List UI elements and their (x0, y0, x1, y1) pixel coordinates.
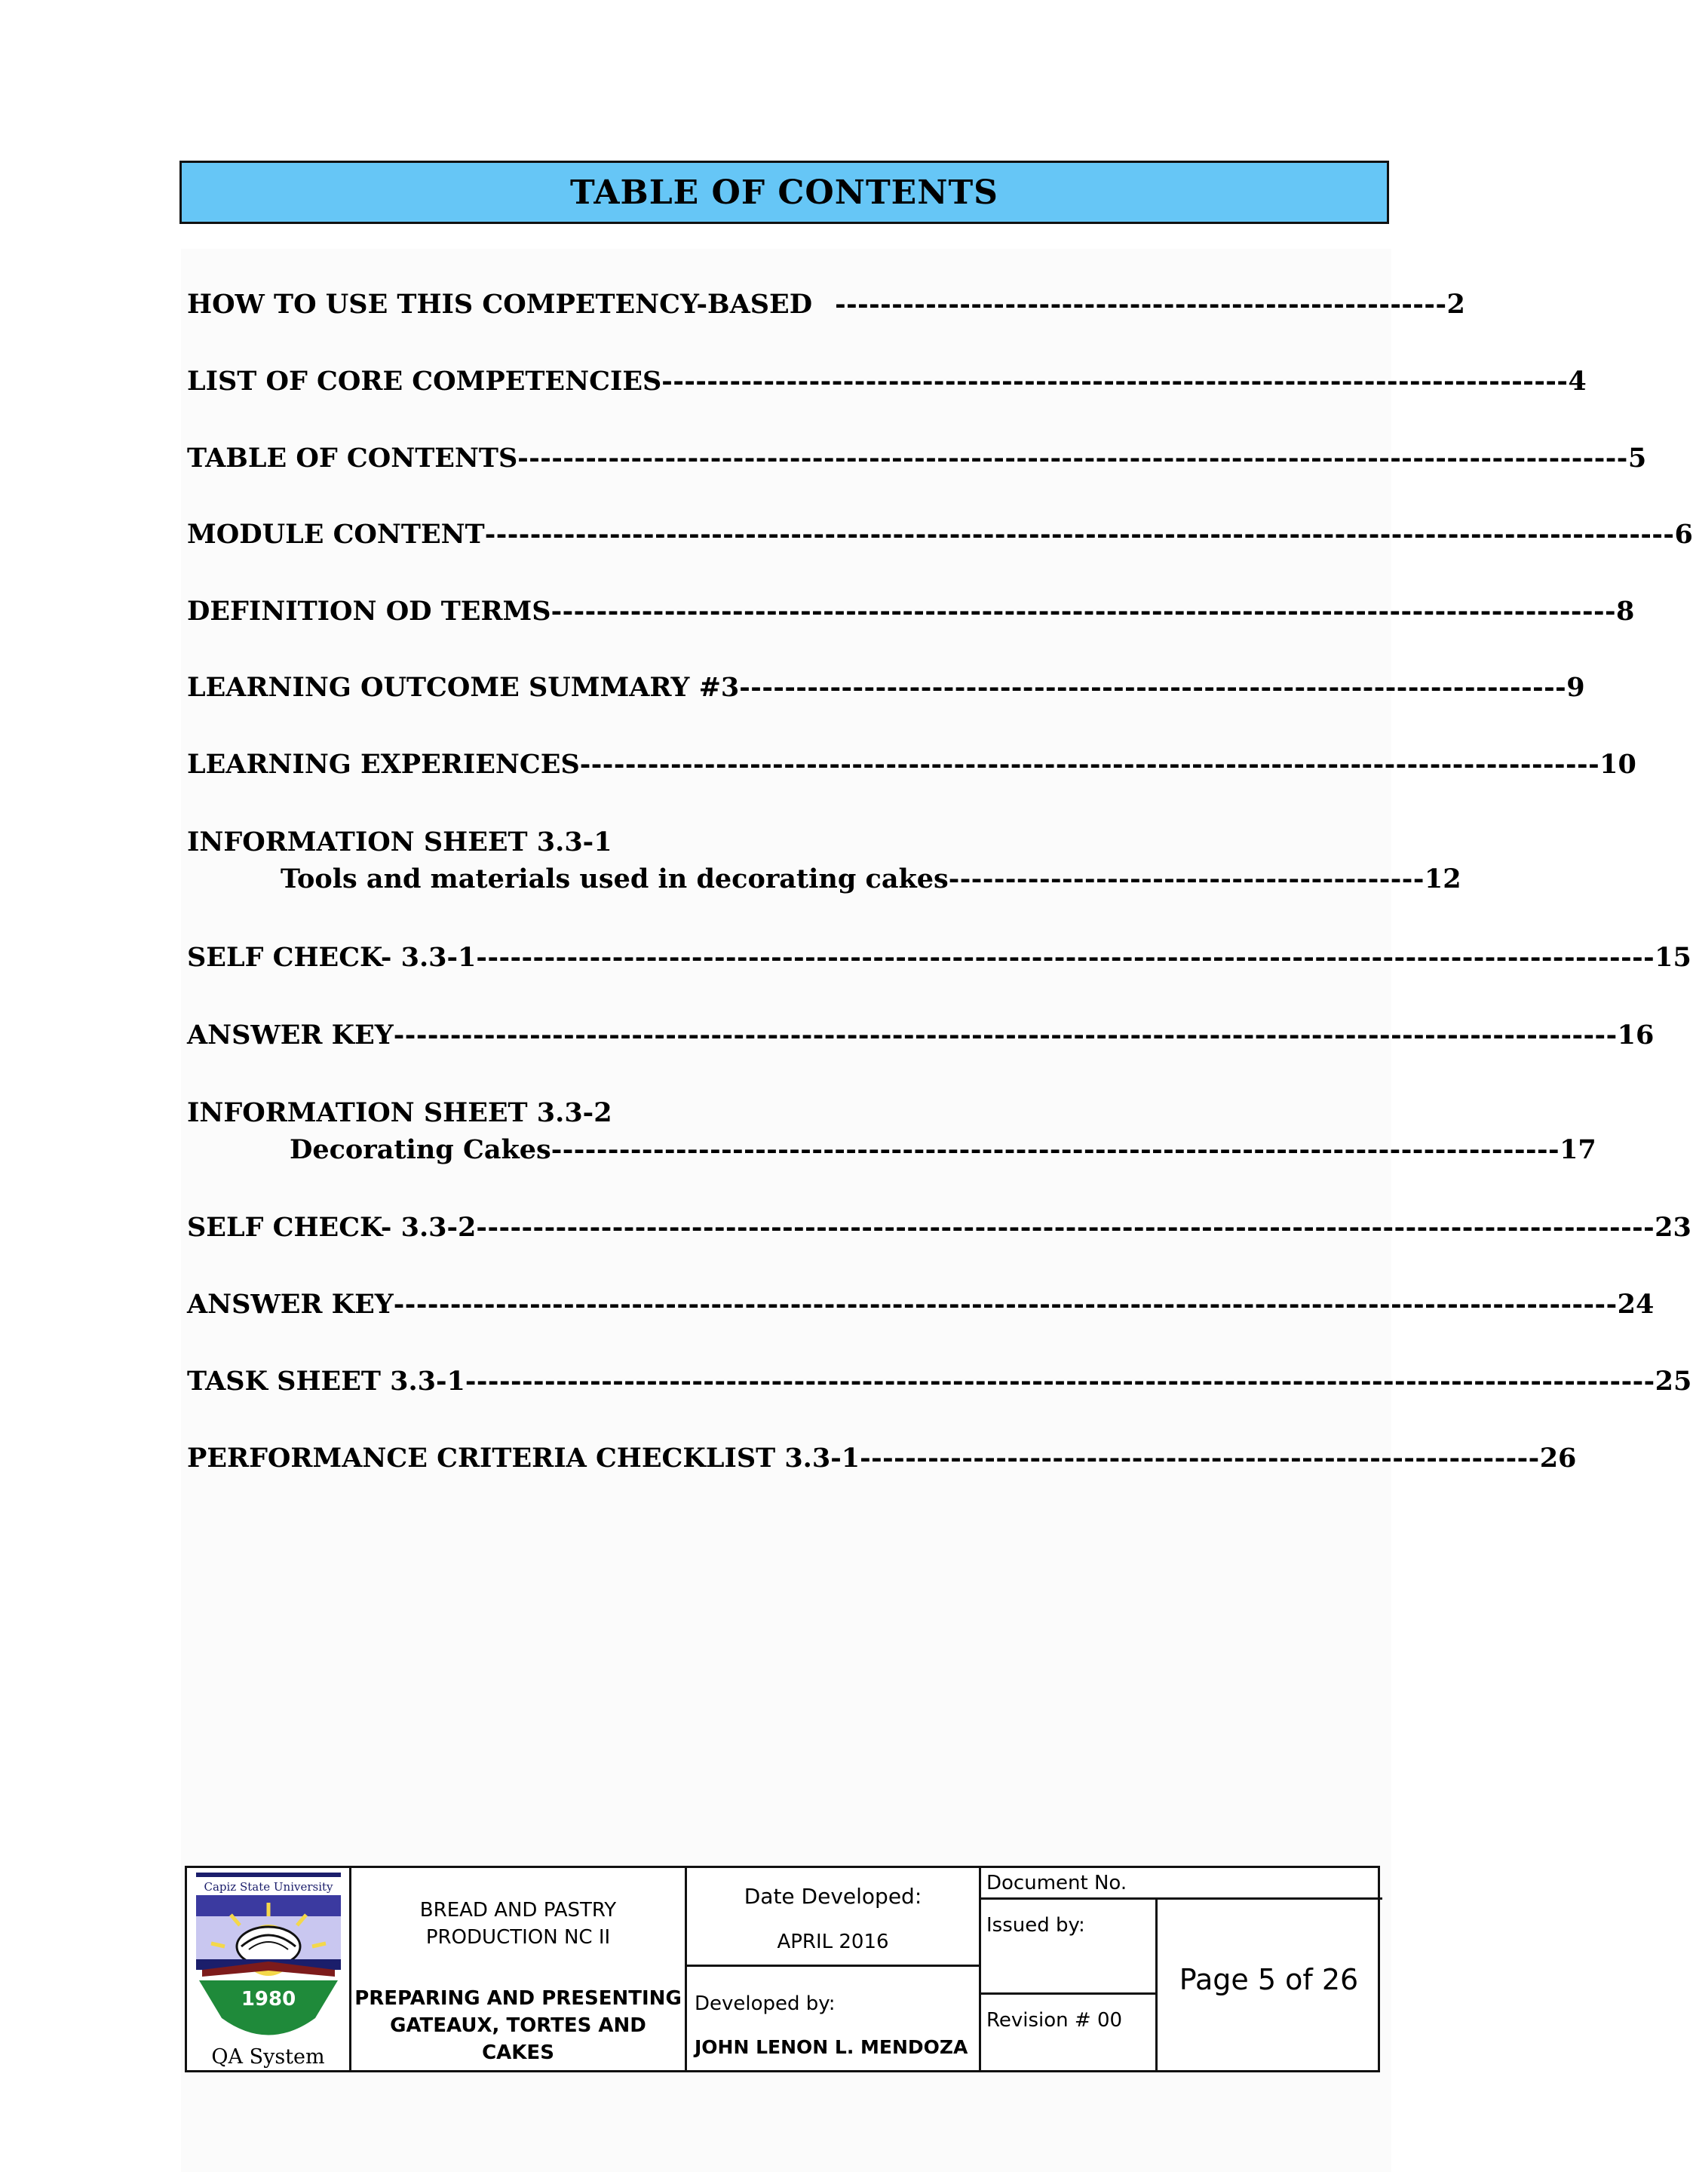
toc-leader-dots: -------------------------------------------------------------------------------------------------- (517, 443, 1628, 474)
toc-entry-learning-experiences[interactable] (187, 749, 1636, 780)
toc-leader-dots: ---------------------------------------------------------------------------------------------- (551, 596, 1617, 627)
toc-page-number: 2 (1446, 289, 1465, 320)
toc-entry-label: TASK SHEET 3.3-1 (187, 1366, 465, 1397)
toc-entry-label: MODULE CONTENT (187, 519, 485, 550)
toc-page-number: 24 (1617, 1289, 1655, 1320)
toc-entry-task-sheet-3-3-1[interactable] (187, 1366, 1692, 1397)
toc-leader-dots: -------------------------------------------------------------------------------- (661, 366, 1569, 397)
toc-entry-label: ANSWER KEY (187, 1020, 394, 1051)
module-line-2: GATEAUX, TORTES AND CAKES (390, 2014, 646, 2064)
toc-entry-self-check-3-3-2[interactable] (187, 1212, 1691, 1243)
toc-entry-decorating-cakes[interactable] (290, 1134, 1596, 1165)
logo-university-name: Capiz State University (204, 1880, 333, 1894)
toc-page-number: 9 (1566, 672, 1585, 703)
toc-heading-info-sheet-3-3-1: INFORMATION SHEET 3.3-1 (187, 827, 612, 857)
toc-leader-dots: ------------------------------------------------------------------------------------------ (579, 749, 1600, 780)
toc-page-number: 15 (1655, 942, 1691, 973)
toc-entry-label: SELF CHECK- 3.3-2 (187, 1212, 477, 1243)
toc-leader-dots: -------------------------------------------------------------------------------------------------------- (476, 942, 1655, 973)
toc-entry-label: HOW TO USE THIS COMPETENCY-BASED (187, 289, 813, 320)
toc-entry-core-competencies[interactable] (187, 366, 1587, 397)
toc-heading-info-sheet-3-3-2: INFORMATION SHEET 3.3-2 (187, 1097, 612, 1128)
toc-leader-dots: --------------------------------------------------------------------------------------------------------- (484, 519, 1675, 550)
toc-page-number: 26 (1539, 1443, 1577, 1474)
toc-leader-dots: ------------------------------------------------------------------------- (739, 672, 1567, 703)
toc-page-number: 23 (1655, 1212, 1691, 1243)
toc-entry-module-content[interactable] (187, 519, 1693, 550)
toc-leader-dots: ------------------------------------------ (948, 863, 1425, 894)
university-seal-icon (195, 1871, 342, 2044)
toc-entry-self-check-3-3-1[interactable] (187, 942, 1691, 973)
developed-by-value: JOHN LENON L. MENDOZA (695, 2036, 968, 2058)
toc-entry-label: LIST OF CORE COMPETENCIES (187, 366, 662, 397)
toc-leader-dots: -------------------------------------------------------------------------------------------------------- (476, 1212, 1655, 1243)
toc-page-number: 4 (1568, 366, 1587, 397)
course-line-2: PRODUCTION NC II (425, 1926, 611, 1949)
toc-entry-learning-outcome-summary[interactable] (187, 672, 1585, 703)
toc-entry-label: PERFORMANCE CRITERIA CHECKLIST 3.3-1 (187, 1443, 860, 1474)
toc-entry-label: SELF CHECK- 3.3-1 (187, 942, 477, 973)
toc-page-number: 16 (1617, 1020, 1655, 1051)
toc-page-number: 8 (1616, 596, 1635, 627)
toc-page-number: 25 (1655, 1366, 1692, 1397)
toc-page-number: 5 (1627, 443, 1647, 474)
logo-year: 1980 (241, 1988, 296, 2011)
toc-entry-answer-key-2[interactable] (187, 1289, 1655, 1320)
toc-entry-label: LEARNING OUTCOME SUMMARY #3 (187, 672, 740, 703)
toc-entry-how-to-use[interactable] (187, 289, 1465, 320)
toc-entry-tools-and-materials[interactable] (281, 863, 1461, 894)
toc-leader-dots: ------------------------------------------------------------ (860, 1443, 1540, 1474)
issued-by-label: Issued by: (986, 1914, 1085, 1937)
toc-leader-dots: ----------------------------------------------------------------------------------------- (551, 1134, 1560, 1165)
date-developed-value: APRIL 2016 (777, 1931, 889, 1953)
toc-page-number: 10 (1599, 749, 1636, 780)
toc-entry-label: DEFINITION OD TERMS (187, 596, 551, 627)
toc-entry-definition-of-terms[interactable] (187, 596, 1635, 627)
toc-leader-dots: --------------------------------------------------------------------------------------------------------- (465, 1366, 1655, 1397)
toc-leader-dots: ------------------------------------------------------------------------------------------------------------ (393, 1289, 1618, 1320)
toc-entry-label: ANSWER KEY (187, 1289, 394, 1320)
developed-by-label: Developed by: (695, 1992, 836, 2015)
toc-page-number: 6 (1674, 519, 1693, 550)
document-no-label: Document No. (986, 1872, 1127, 1894)
toc-title-banner (179, 161, 1389, 224)
logo-cell (187, 1868, 349, 2070)
course-title (351, 1897, 685, 1951)
toc-entry-label: LEARNING EXPERIENCES (187, 749, 580, 780)
document-footer (185, 1866, 1380, 2072)
qa-system-label: QA System (211, 2045, 325, 2069)
toc-entry-label: Tools and materials used in decorating cakes (281, 863, 949, 894)
toc-entry-label: TABLE OF CONTENTS (187, 443, 518, 474)
revision-label: Revision # 00 (986, 2009, 1123, 2032)
module-title (351, 1985, 685, 2066)
module-line-1: PREPARING AND PRESENTING (354, 1987, 682, 2010)
toc-entry-label: Decorating Cakes (290, 1134, 551, 1165)
toc-entry-performance-criteria[interactable] (187, 1443, 1577, 1474)
toc-leader-dots: ------------------------------------------------------ (835, 289, 1447, 320)
course-line-1: BREAD AND PASTRY (419, 1899, 617, 1922)
toc-page-number: 17 (1560, 1134, 1596, 1165)
toc-entry-table-of-contents[interactable] (187, 443, 1647, 474)
page-number: Page 5 of 26 (1179, 1963, 1359, 1996)
page-title: TABLE OF CONTENTS (570, 173, 998, 212)
toc-leader-dots: ------------------------------------------------------------------------------------------------------------ (393, 1020, 1618, 1051)
toc-page-number: 12 (1424, 863, 1461, 894)
date-developed-label: Date Developed: (744, 1884, 922, 1909)
toc-entry-answer-key-1[interactable] (187, 1020, 1655, 1051)
